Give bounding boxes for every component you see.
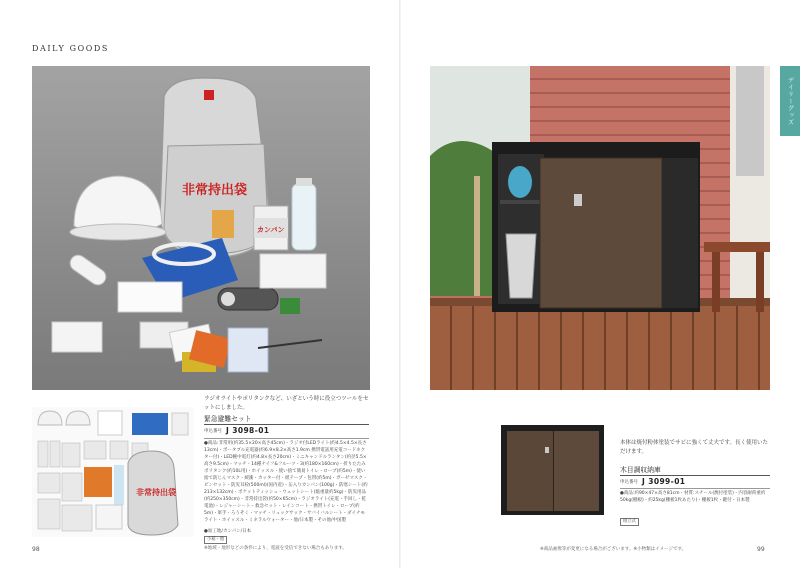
left-product-specs: ●商品:非常用(約35.5×20×高さ45cm)・ラジオ付LEDライト(約4.5×4.5×長さ13cm)・ポータブル充電器(約6.9×8.2×高さ1.9cm 携帯電話用充電コードネクター付)・LED腕中電灯(約4.8×長さ20cm)・ミニキャンドルランタン(約径5.5×高さ9.5cm)・マッチ・14種ナイフ&フルーツ・3(約180×160cm)・折りたたみポリタンク(約10L用)・ホイッスル・使い捨て簡易トイレ・ロープ(約5m)・使い捨て防じんマスク・緩衝・カッター付・紙テープ・包帯(約5m)・ガーゼマスク・ビンセット・防災耳栓(500ml)(国内産)・缶入りカンパン(100g)・防寒シート(約213×132cm)・ポケットティッシュ・ウェットシート(総重量約5kg)・防災用品(約250×350cm)・非常持出袋(約50×65cm)・ラジオライト(充電・手回し・乾電池)・レジャーシート・救急セット・レインコート・携帯トイレ・ロープ(約5m)・軍手・ろうそく・マッチ・リュックサック・サバイバルシート・ダイナモライト・ホイッスル・ミネラルウォーター・他/日本製・その他/中国製 (204, 441, 368, 523)
right-product-code: J 3099-01 (642, 477, 686, 486)
right-product-name: 木目調収納庫 (620, 466, 661, 474)
page-gutter (399, 0, 401, 568)
bag-label-text: 非常持出袋 (182, 183, 248, 198)
kit-contents-illustration (32, 407, 194, 537)
left-title-rule (204, 424, 369, 425)
svg-text:非常持出袋: 非常持出袋 (136, 488, 176, 497)
right-note: ※商品画像等が変更になる場合がございます。※小物類はイメージです。 (540, 547, 687, 552)
category-side-tab[interactable]: デイリーグッズ (780, 66, 800, 136)
right-product-specs: ●商品:約90×47×高さ81cm・材質:スチール(焼付塗装)・内容耐荷重約50kg(棚板)・約25kg(棚板1枚あたり)・棚板1枚・鍵付・日本製 (620, 491, 766, 503)
left-code-label: 申込番号 (204, 428, 222, 434)
page-number-right: 99 (757, 546, 765, 553)
section-title: DAILY GOODS (32, 44, 109, 53)
left-boxed-tag: 小箱・他 (204, 536, 227, 544)
left-note: ※地域・地形などの条件により、電波を受信できない場合もあります。 (204, 546, 347, 551)
cabinet-closed-photo (495, 417, 610, 519)
right-code-rule (620, 488, 770, 489)
left-product-name: 緊急避難セット (204, 415, 252, 423)
storage-cabinet-illustration (430, 66, 770, 390)
page-number-left: 98 (32, 546, 40, 553)
right-code-label: 申込番号 (620, 479, 638, 485)
right-title-rule (620, 475, 770, 476)
can-label-text: カンパン (257, 226, 285, 234)
kit-contents-photo (32, 407, 194, 537)
emergency-kit-illustration (32, 66, 370, 390)
left-product-code: J 3098-01 (226, 426, 270, 435)
left-made-in: ●加工地/カンパン/日本 (204, 529, 252, 534)
right-caption: 本体は焼付粉体塗装でサビに強くて丈夫です。長く使用いただけます。 (620, 440, 769, 455)
left-caption: ラジオライトやポリタンクなど、いざという時に役立つツールをセットにしました。 (204, 396, 369, 411)
right-code-row (620, 477, 685, 486)
storage-cabinet-photo (430, 66, 770, 390)
emergency-kit-photo (32, 66, 370, 390)
right-boxed-tag: 組立式 (620, 518, 639, 526)
left-code-rule (204, 438, 369, 439)
left-code-row (204, 426, 269, 435)
cabinet-closed-illustration (495, 417, 610, 519)
